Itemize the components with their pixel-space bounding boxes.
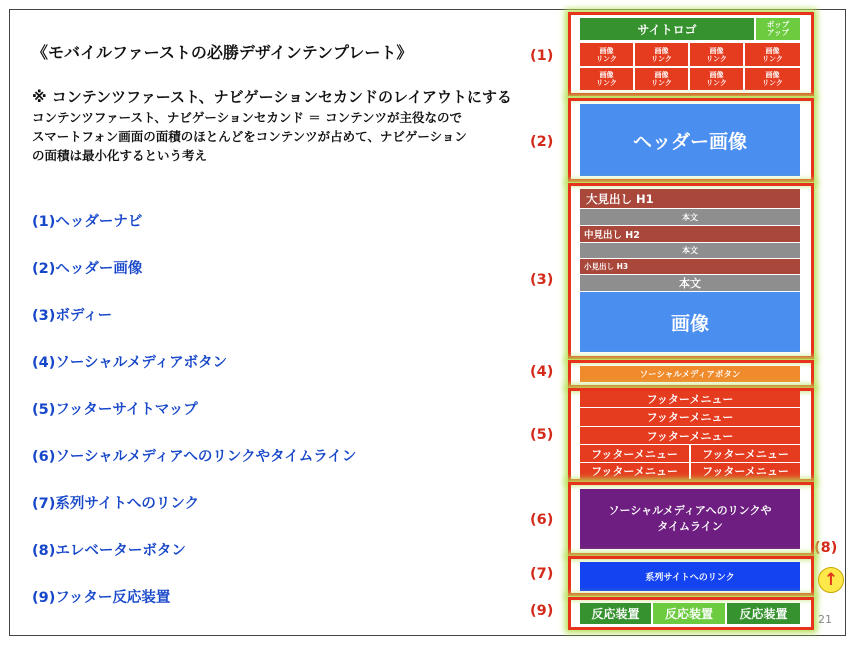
image-link: 画像 リンク <box>745 68 800 90</box>
site-logo: サイトロゴ <box>580 18 754 40</box>
footer-menu[interactable]: フッターメニュー <box>580 427 800 444</box>
body-text: 本文 <box>580 243 800 258</box>
frame-footer-reaction <box>568 597 814 630</box>
footer-menu[interactable]: フッターメニュー <box>691 445 800 462</box>
label-7: (7) <box>530 566 554 582</box>
body-text: 本文 <box>580 275 800 291</box>
frame-body <box>568 183 814 359</box>
image-link: 画像 リンク <box>580 43 633 66</box>
social-media-button[interactable]: ソーシャルメディアボタン <box>580 366 800 382</box>
image-link: 画像 リンク <box>580 68 633 90</box>
label-2: (2) <box>530 134 554 150</box>
section-item: (4)ソーシャルメディアボタン <box>32 355 228 371</box>
footer-menu[interactable]: フッターメニュー <box>580 391 800 407</box>
section-item: (8)エレベーターボタン <box>32 543 186 559</box>
popup-block: ポップ アップ <box>756 18 800 40</box>
header-image-block: ヘッダー画像 <box>580 104 800 176</box>
slide-description: コンテンツファースト、ナビゲーションセカンド ＝ コンテンツが主役なので スマートフォン画面の面積のほとんどをコンテンツが占めて、ナビゲーション の面積は最小化するという考え <box>32 110 467 163</box>
reaction-button[interactable]: 反応装置 <box>653 603 725 624</box>
image-link: 画像 リンク <box>635 68 688 90</box>
section-item: (1)ヘッダーナビ <box>32 214 143 230</box>
image-link: 画像 リンク <box>745 43 800 66</box>
frame-social-timeline <box>568 482 814 556</box>
image-link: 画像 リンク <box>635 43 688 66</box>
slide-title: 《モバイルファーストの必勝デザインテンプレート》 <box>32 43 413 62</box>
frame-header-image <box>568 98 814 182</box>
frame-header-nav <box>568 12 814 96</box>
frame-social-button <box>568 360 814 388</box>
label-5: (5) <box>530 427 554 443</box>
label-1: (1) <box>530 48 554 64</box>
body-text: 本文 <box>580 209 800 225</box>
footer-menu[interactable]: フッターメニュー <box>580 408 800 426</box>
slide <box>9 9 846 636</box>
label-6: (6) <box>530 512 554 528</box>
heading-h2: 中見出し H2 <box>580 226 800 242</box>
image-block: 画像 <box>580 292 800 352</box>
reaction-button[interactable]: 反応装置 <box>727 603 800 624</box>
footer-menu[interactable]: フッターメニュー <box>691 463 800 479</box>
frame-related-sites <box>568 556 814 596</box>
reaction-button[interactable]: 反応装置 <box>580 603 651 624</box>
image-link: 画像 リンク <box>690 43 743 66</box>
heading-h1: 大見出し H1 <box>580 189 800 208</box>
label-4: (4) <box>530 364 554 380</box>
page-number: 21 <box>818 613 832 626</box>
label-8: (8) <box>814 540 838 556</box>
elevator-button[interactable]: ↑ <box>818 567 844 593</box>
heading-h3: 小見出し H3 <box>580 259 800 274</box>
label-3: (3) <box>530 272 554 288</box>
section-item: (9)フッター反応装置 <box>32 590 171 606</box>
related-sites-link[interactable]: 系列サイトへのリンク <box>580 562 800 591</box>
frame-footer-sitemap <box>568 388 814 482</box>
section-item: (2)ヘッダー画像 <box>32 261 143 277</box>
image-link: 画像 リンク <box>690 68 743 90</box>
slide-subtitle: ※ コンテンツファースト、ナビゲーションセカンドのレイアウトにする <box>32 88 512 106</box>
section-item: (6)ソーシャルメディアへのリンクやタイムライン <box>32 449 357 465</box>
section-item: (3)ボディー <box>32 308 113 324</box>
section-item: (5)フッターサイトマップ <box>32 402 198 418</box>
social-timeline-block[interactable]: ソーシャルメディアへのリンクや タイムライン <box>580 489 800 549</box>
footer-menu[interactable]: フッターメニュー <box>580 445 689 462</box>
section-item: (7)系列サイトへのリンク <box>32 496 200 512</box>
footer-menu[interactable]: フッターメニュー <box>580 463 689 479</box>
label-9: (9) <box>530 603 554 619</box>
